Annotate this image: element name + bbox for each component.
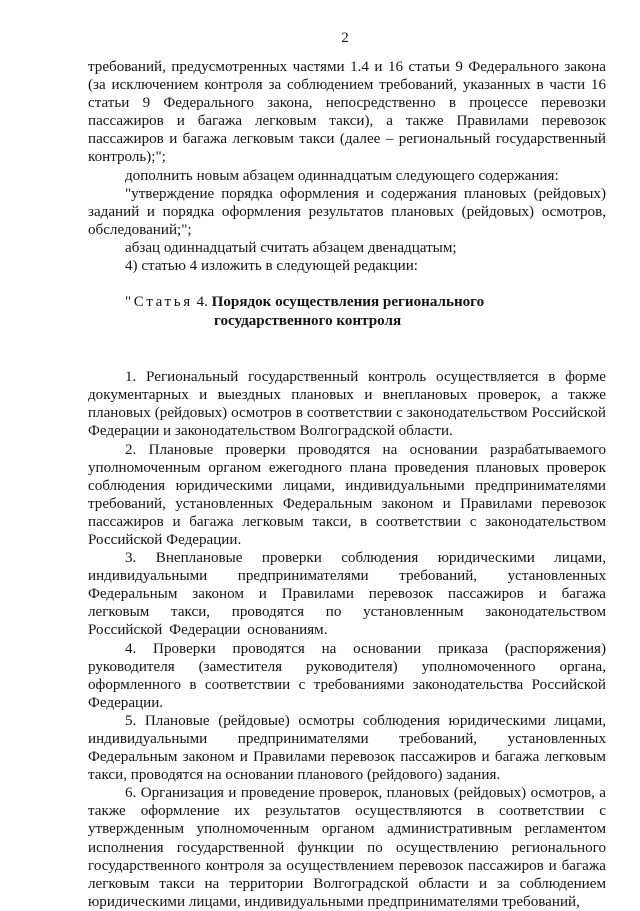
intro-paragraph-1: требований, предусмотренных частями 1.4 и 16 статьи 9 Федерального закона (за исключением контроля за соблюдением требований, указанных в части 16 статьи 9 Федерального закона, непосредственно в процессе перевозки пассажиров и багажа легковым такси), а также Правилами перевозок пассажиров и багажа легковым такси (далее – региональный государственный контроль);";	[88, 59, 606, 166]
article-clause-5: 5. Плановые (рейдовые) осмотры соблюдения юридическими лицами, индивидуальными предпринимателями требований, установленных Федеральным законом и Правилами перевозок пассажиров и багажа легковым такси, проводятся на основании планового (рейдового) задания.	[88, 712, 606, 784]
article-heading	[88, 293, 606, 330]
intro-paragraph-4: абзац одиннадцатый считать абзацем двенадцатым;	[125, 239, 457, 256]
article-title-line-1: Порядок осуществления регионального	[211, 294, 485, 311]
article-clause-2: 2. Плановые проверки проводятся на основании разрабатываемого уполномоченным органом ежегодного плана проведения плановых проверок соблюдения юридическими лицами, индивидуальными предпринимателями требований, установленных Федеральным законом и Правилами перевозок пассажиров и багажа легковым такси, в соответствии с законодательством Российской Федерации.	[88, 441, 606, 548]
article-number: 4.	[196, 294, 208, 311]
intro-paragraph-2: дополнить новым абзацем одиннадцатым следующего содержания:	[125, 167, 559, 184]
article-title-line-2: государственного контроля	[214, 312, 402, 329]
article-clause-3: 3. Внеплановые проверки соблюдения юридическими лицами, индивидуальными предпринимателями требований, установленных Федеральным законом и Правилами перевозок пассажиров и багажа легковым такси, проводятся по установленным законодательством Российской Федерации основаниям.	[88, 550, 606, 639]
article-clause-4: 4. Проверки проводятся на основании приказа (распоряжения) руководителя (заместителя руководителя) уполномоченного органа, оформленного в соответствии с требованиями законодательства Российской Федерации.	[88, 640, 606, 711]
intro-paragraph-3: "утверждение порядка оформления и содержания плановых (рейдовых) заданий и порядка оформления результатов плановых (рейдовых) осмотров, обследований;";	[88, 185, 606, 238]
article-lead: "Статья	[125, 294, 193, 311]
article-clause-1: 1. Региональный государственный контроль осуществляется в форме документарных и выездных плановых и внеплановых проверок, а также плановых (рейдовых) осмотров в соответствии с законодательством Российской Федерации и законодательством Волгоградской области.	[88, 369, 606, 440]
article-clause-6: 6. Организация и проведение проверок, плановых (рейдовых) осмотров, а также оформление их результатов осуществляются в соответствии с утвержденным уполномоченным органом административным регламентом исполнения государственной функции по осуществлению регионального государственного контроля за осуществлением перевозок пассажиров и багажа легковым такси на территории Волгоградской области и за соблюдением юридическими лицами, индивидуальными предпринимателями требований,	[88, 785, 606, 910]
document-body	[88, 58, 606, 911]
intro-paragraph-5: 4) статью 4 изложить в следующей редакции:	[125, 258, 418, 275]
page-number: 2	[341, 30, 349, 46]
